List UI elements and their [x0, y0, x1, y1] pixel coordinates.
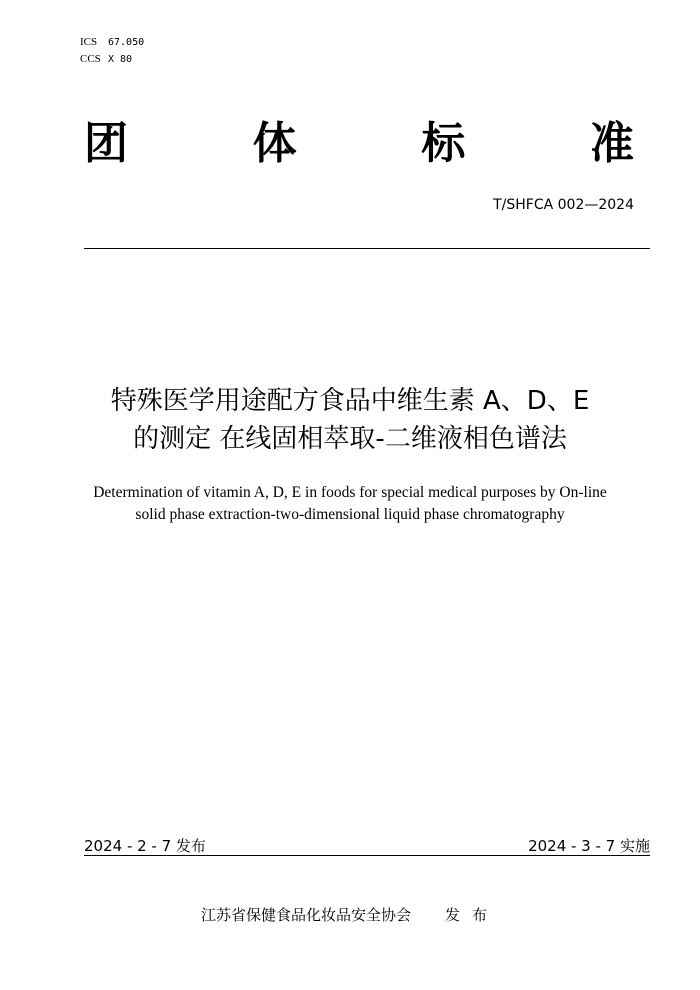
chinese-title-line-1: 特殊医学用途配方食品中维生素 A、D、E — [110, 386, 590, 416]
english-title-line-1: Determination of vitamin A, D, E in foods for special medical purposes by On-line — [93, 484, 607, 501]
ics-label: ICS — [80, 36, 98, 48]
publisher-action: 发布 — [445, 906, 500, 924]
title-char-1: 团 — [84, 118, 128, 169]
title-char-4: 准 — [589, 118, 634, 169]
implementation-date: 2024 - 3 - 7 实施 — [528, 837, 650, 855]
english-title — [60, 482, 640, 526]
title-char-3: 标 — [421, 118, 466, 169]
ccs-value: X 80 — [108, 54, 133, 65]
ccs-code — [80, 51, 144, 68]
title-char-2: 体 — [252, 118, 297, 169]
chinese-title — [50, 382, 650, 458]
standard-number: T/SHFCA 002—2024 — [493, 197, 634, 213]
bottom-divider — [84, 855, 650, 856]
top-divider — [84, 248, 650, 249]
ccs-label: CCS — [80, 53, 101, 65]
publisher — [0, 904, 700, 925]
ics-value: 67.050 — [108, 37, 145, 48]
english-title-line-2: solid phase extraction-two-dimensional liquid phase chromatography — [135, 506, 565, 523]
classification-codes — [80, 34, 144, 68]
document-type-title — [84, 118, 634, 170]
publisher-organization: 江苏省保健食品化妆品安全协会 — [200, 906, 411, 924]
chinese-title-line-2: 的测定 在线固相萃取-二维液相色谱法 — [133, 424, 567, 454]
ics-code — [80, 34, 144, 51]
issue-date: 2024 - 2 - 7 发布 — [84, 837, 206, 855]
